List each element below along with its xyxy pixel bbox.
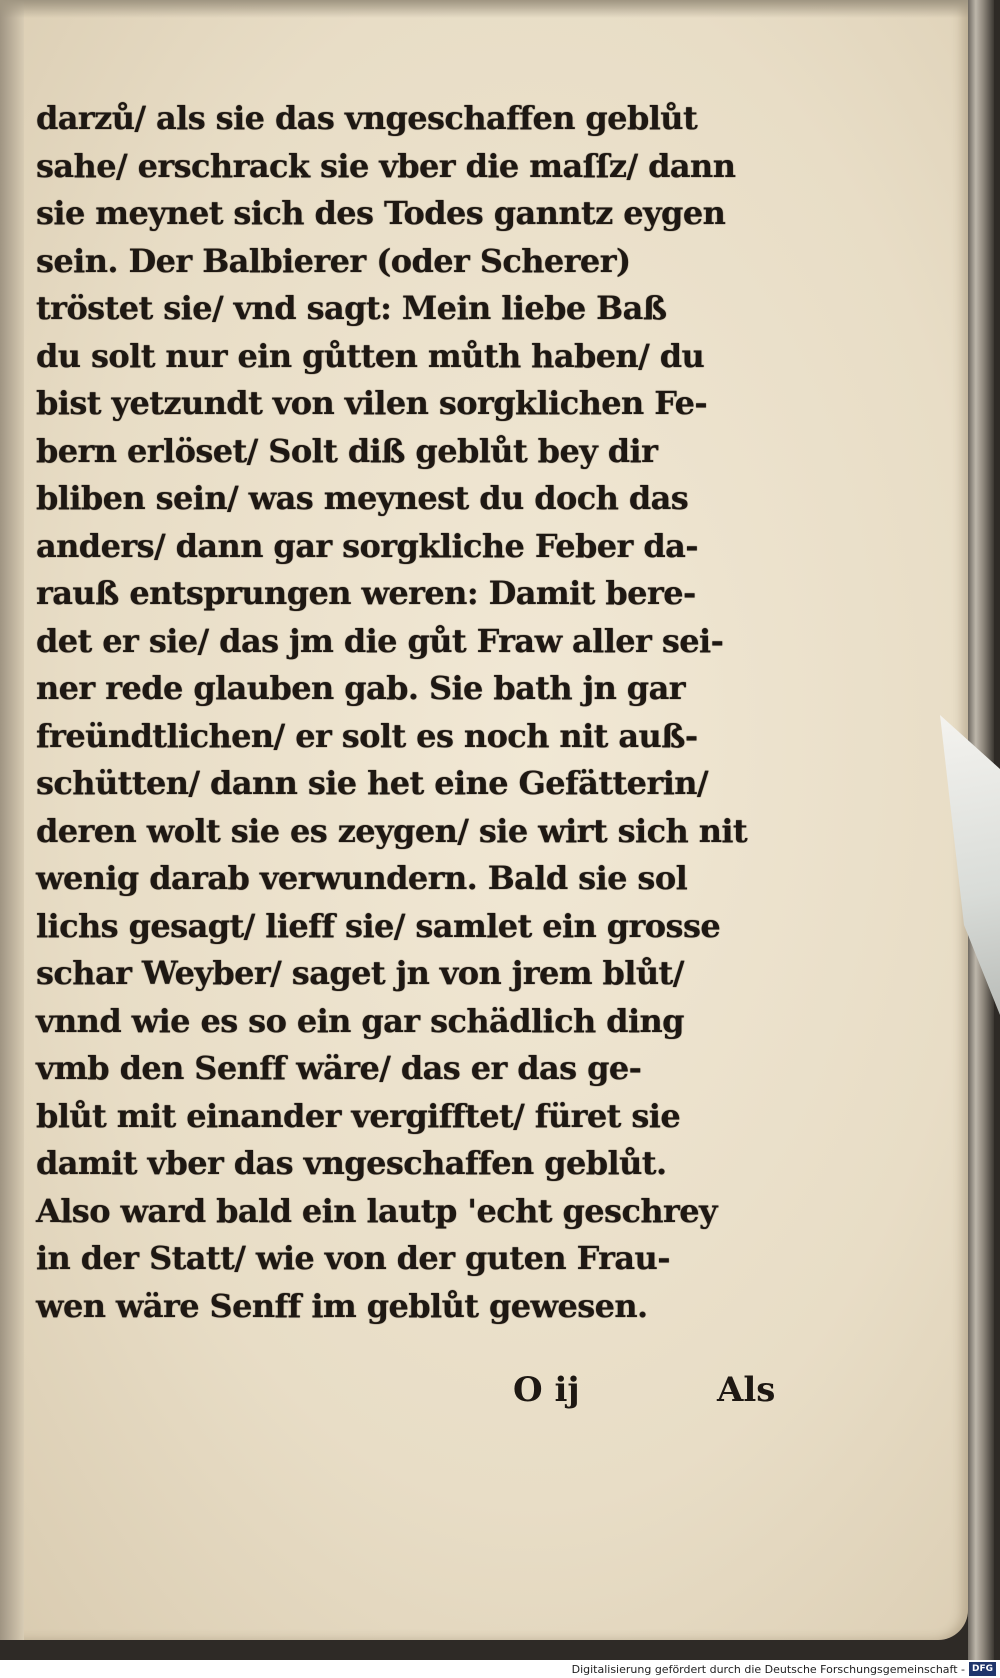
text-line: wenig darab verwundern. Bald sie sol: [36, 859, 688, 897]
text-line: darzů/ als sie das vngeschaffen geblůt: [36, 99, 698, 137]
text-line: tröstet sie/ vnd sagt: Mein liebe Baß: [36, 289, 667, 327]
text-line: vnnd wie es so ein gar schädlich ding: [36, 1001, 684, 1040]
catchword: Als: [717, 1370, 776, 1410]
text-line: schütten/ dann sie het eine Gefätterin/: [36, 764, 709, 802]
text-line: anders/ dann gar sorgkliche Feber da-: [36, 526, 698, 565]
digitization-footer: [572, 1660, 996, 1678]
text-line: deren wolt sie es zeygen/ sie wirt sich nit: [36, 811, 748, 850]
text-line: bist yetzundt von vilen sorgklichen Fe-: [36, 384, 708, 422]
signature-mark: O ij: [513, 1370, 580, 1410]
text-line: lichs gesagt/ lieff sie/ samlet ein grosse: [36, 906, 721, 945]
text-line: det er sie/ das jm die gůt Fraw aller sei-: [36, 621, 724, 660]
text-line: sein. Der Balbierer (oder Scherer): [36, 241, 631, 280]
text-line: rauß entsprungen weren: Damit bere-: [36, 574, 696, 612]
text-line: blůt mit einander vergifftet/ füret sie: [36, 1096, 681, 1135]
text-line: wen wäre Senff im geblůt gewesen.: [36, 1286, 648, 1325]
text-line: ner rede glauben gab. Sie bath jn gar: [36, 669, 685, 707]
text-line: freündtlichen/ er solt es noch nit auß-: [36, 716, 698, 755]
text-line: bern erlöset/ Solt diß geblůt bey dir: [36, 431, 658, 470]
page-top-edge: [0, 0, 968, 18]
dfg-logo: DFG: [969, 1662, 996, 1676]
text-line: bliben sein/ was meynest du doch das: [36, 479, 689, 517]
text-line: in der Statt/ wie von der guten Frau-: [36, 1239, 670, 1277]
text-line: vmb den Senff wäre/ das er das ge-: [36, 1049, 642, 1087]
text-line: damit vber das vngeschaffen geblůt.: [36, 1144, 667, 1182]
footer-credit: Digitalisierung gefördert durch die Deutsche Forschungsgemeinschaft -: [571, 1662, 965, 1676]
body-text: [36, 95, 781, 1330]
page-gutter-shadow: [0, 0, 24, 1640]
text-line: sahe/ erschrack sie vber die maſſz/ dann: [36, 146, 736, 185]
text-line: du solt nur ein gůtten můth haben/ du: [36, 336, 705, 375]
text-line: schar Weyber/ saget jn von jrem blůt/: [36, 954, 684, 992]
text-line: Also ward bald ein lautp 'echt geschrey: [36, 1191, 718, 1230]
text-line: sie meynet sich des Todes ganntz eygen: [36, 194, 726, 232]
